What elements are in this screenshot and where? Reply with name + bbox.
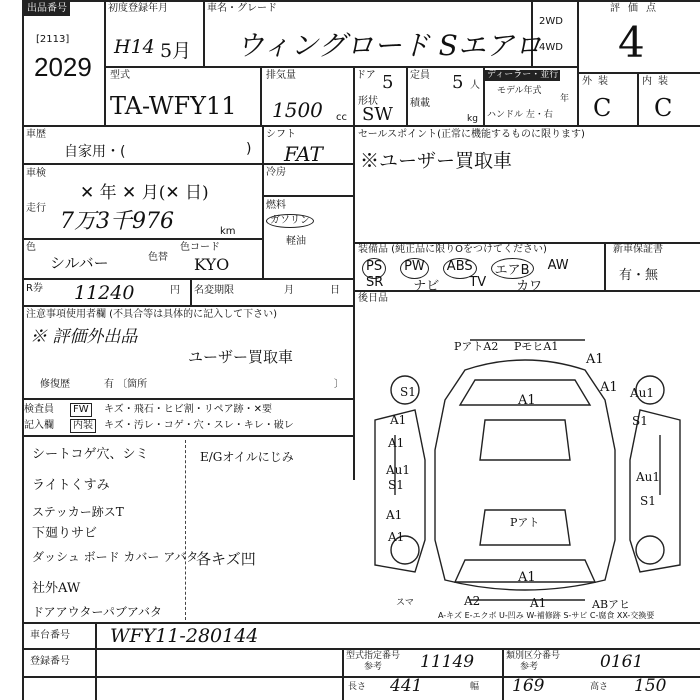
color-code-label: 色コード (180, 242, 220, 253)
drive-2wd: 2WD (539, 16, 563, 27)
rule (406, 66, 408, 125)
diag-mark-9: S1 (388, 478, 404, 492)
diag-mark-16: A2 (464, 594, 481, 608)
inspector-row-2: キズ・汚レ・コゲ・穴・スレ・キレ・破レ (104, 420, 294, 431)
rule (637, 72, 639, 125)
rule (104, 66, 577, 68)
length-label: 長さ (348, 682, 367, 692)
rule (95, 622, 97, 700)
inspection-label: 車検 (26, 168, 46, 179)
remark-3: ステッカー跡スT (32, 505, 124, 519)
rule (22, 676, 700, 678)
remark-2: ライトくすみ (32, 478, 110, 493)
inspector-inner: 内装 (70, 419, 96, 433)
rule (22, 622, 700, 624)
equip-ps: PS (362, 258, 386, 279)
equip-tv: TV (469, 275, 487, 290)
reg-label: 登録番号 (30, 656, 70, 667)
history-close: ) (246, 141, 252, 157)
diag-mark-6: S1 (632, 414, 648, 428)
inspector-row-1: キズ・飛石・ヒビ割・リペア跡・✕要 (104, 404, 272, 415)
interior-value: C (654, 94, 673, 122)
shape-value: SW (362, 104, 393, 125)
repair-value: 有 〔箇所 (104, 379, 148, 390)
vin-label: 車台番号 (30, 630, 70, 641)
rule (577, 0, 579, 125)
rule (22, 398, 353, 400)
remark-right-1: E/Gオイルにじみ (200, 450, 294, 464)
equip-pw: PW (400, 258, 429, 279)
remark-5: ダッシュ ボード カバー アバタ (32, 550, 199, 564)
equipment-label: 装備品 (純正品に限りOをつけてください) (358, 244, 547, 255)
rule (22, 0, 24, 700)
remark-1: シートコゲ穴、シミ (32, 447, 149, 462)
retrofit-label: 後日品 (358, 293, 388, 304)
r-ticket-label: R券 (26, 283, 43, 294)
mileage-label: 走行 (26, 203, 46, 214)
color-label: 色 (26, 242, 36, 253)
yen-unit: 円 (170, 285, 180, 296)
shift-label: シフト (266, 129, 296, 140)
mileage-value: 7万3千976 (60, 209, 174, 234)
rule (22, 238, 262, 240)
first-reg-label: 初度登録年月 (108, 3, 168, 14)
car-name-label: 車名・グレード (207, 3, 277, 14)
color-value: シルバー (50, 254, 109, 272)
history-label: 車歴 (26, 129, 46, 140)
diag-top-1: PアトA2 (454, 340, 499, 353)
km-unit: km (220, 226, 236, 237)
exterior-value: C (593, 94, 612, 122)
warranty-label: 新車保証書 (613, 244, 663, 255)
type-label: 型式指定番号 (346, 651, 401, 661)
rule (262, 195, 353, 197)
rule (22, 125, 700, 127)
deadline-day: 日 (330, 285, 340, 296)
remark-7: ドアアウターパブアバタ (32, 605, 162, 619)
diag-left-bottom: スマ (396, 598, 414, 608)
drive-4wd: 4WD (539, 42, 563, 53)
diag-mark-3: Au1 (630, 386, 655, 400)
fuel-diesel: 軽油 (286, 236, 306, 247)
remark-4: 下廻りサビ (32, 526, 98, 541)
class-label: 類別区分番号 (506, 651, 561, 661)
equip-navi: ナビ (413, 279, 440, 294)
fuel-gas: ガソリン (266, 214, 314, 228)
remark-right-2: 各キズ凹 (196, 550, 256, 568)
fuel-label: 燃料 (266, 200, 286, 211)
year-suffix: 年 (560, 94, 570, 104)
diag-mark-2: A1 (600, 380, 618, 395)
equip-leather: カワ (516, 279, 543, 294)
width-value: 169 (512, 676, 545, 696)
warranty-value: 有・無 (619, 268, 659, 283)
door-label: ドア (356, 70, 376, 81)
rule (604, 242, 606, 290)
remark-6: 社外AW (32, 581, 81, 596)
equip-aw: AW (547, 258, 569, 273)
first-reg-month: 5月 (160, 40, 192, 62)
equipment-row-2 (366, 275, 542, 294)
sales-label: セールスポイント(正常に機能するものに限ります) (358, 129, 585, 140)
first-reg-year: H14 (114, 36, 155, 58)
exterior-label: 外装 (582, 76, 614, 87)
capacity-value: 5 (452, 72, 464, 93)
cooler-label: 冷房 (266, 167, 286, 178)
shift-value: FAT (284, 142, 323, 166)
eval-label: 評価点 (610, 3, 664, 14)
diag-mark-14: A1 (388, 530, 405, 544)
kg-unit: kg (467, 114, 478, 124)
rule (22, 435, 353, 437)
load-label: 積載 (410, 98, 430, 109)
vin-value: WFY11-280144 (110, 625, 259, 647)
rule (104, 0, 106, 125)
width-label: 幅 (470, 682, 480, 692)
deadline-label: 名変期限 (194, 285, 234, 296)
rule (502, 648, 504, 700)
notes-label: 注意事項使用者欄 (不具合等は具体的に記入して下さい) (26, 309, 277, 320)
type-sub: 参考 (364, 662, 383, 672)
diag-mark-18: ABアヒ (592, 598, 631, 611)
color-code-value: KYO (194, 255, 230, 274)
repair-close: 〕 (334, 379, 344, 390)
dealer-label: ディーラー・並行 (487, 70, 559, 80)
rule (260, 66, 262, 125)
handle-label: ハンドル 左・右 (487, 110, 553, 120)
sales-value: ※ユーザー買取車 (360, 150, 513, 172)
shape-label: 形状 (358, 96, 378, 107)
diag-mark-13: A1 (386, 508, 403, 522)
car-name: ウィングロード Sエアロ (236, 29, 542, 62)
equip-airbag: エアB (491, 258, 534, 279)
rule (22, 648, 700, 650)
history-value: 自家用・( (64, 144, 126, 160)
diag-top-2: PモヒA1 (514, 340, 559, 353)
diag-mark-4: S1 (400, 385, 416, 399)
model-value: TA-WFY11 (110, 92, 237, 120)
equip-abs: ABS (443, 258, 477, 279)
notes-user-buy: ユーザー買取車 (188, 348, 294, 366)
class-value: 0161 (600, 652, 644, 672)
diag-mark-15: A1 (518, 570, 536, 585)
height-label: 高さ (590, 682, 609, 692)
rule (22, 305, 353, 307)
color-swap-label: 色替 (148, 252, 168, 263)
diag-mark-17: A1 (530, 596, 547, 610)
inspector-label: 検査員 (24, 404, 54, 415)
lot-label: 出品番号 (24, 2, 70, 16)
lot-small: [2113] (36, 34, 70, 45)
diag-mark-11: S1 (640, 494, 656, 508)
diag-legend: A-キズ E-エクボ U-凹み W-補修跡 S-サビ C-腐食 XX-交換要 (438, 611, 655, 620)
remark-divider (185, 440, 186, 620)
inspection-value: ✕ 年 ✕ 月(✕ 日) (80, 183, 209, 203)
model-label: 型式 (110, 70, 130, 81)
rule (353, 66, 355, 125)
type-value: 11149 (420, 652, 475, 672)
diag-mark-12: Pアト (510, 516, 540, 529)
diag-mark-8: Au1 (386, 463, 411, 477)
diag-mark-10: Au1 (636, 470, 661, 484)
interior-label: 内装 (642, 76, 674, 87)
deadline-month: 月 (284, 285, 294, 296)
diag-mark-1: A1 (518, 393, 536, 408)
repair-label: 修復歴 (40, 379, 70, 390)
diag-mark-7: A1 (388, 436, 405, 450)
rule (22, 0, 700, 2)
entry-label: 記入欄 (24, 420, 54, 431)
diag-top-3: A1 (586, 352, 604, 367)
diag-mark-5: A1 (390, 413, 407, 427)
length-value: 441 (390, 676, 423, 696)
rule (342, 648, 344, 700)
notes-handwritten: ※ 評価外出品 (30, 327, 138, 347)
rule (577, 72, 700, 74)
person-unit: 人 (470, 80, 480, 91)
door-value: 5 (382, 72, 394, 93)
height-value: 150 (634, 676, 667, 696)
lot-number: 2029 (34, 52, 92, 82)
eval-score: 4 (618, 18, 645, 67)
rule (22, 278, 353, 280)
rule (190, 278, 192, 305)
rule (203, 0, 205, 66)
r-ticket-value: 11240 (74, 282, 135, 304)
displacement-value: 1500 (272, 98, 323, 122)
equip-sr: SR (366, 275, 384, 290)
cc-unit: cc (336, 112, 347, 123)
model-year-label: モデル年式 (497, 86, 542, 96)
inspector-fw: FW (70, 403, 92, 417)
displacement-label: 排気量 (266, 70, 296, 81)
class-sub: 参考 (520, 662, 539, 672)
capacity-label: 定員 (410, 70, 430, 81)
rule (262, 125, 264, 280)
